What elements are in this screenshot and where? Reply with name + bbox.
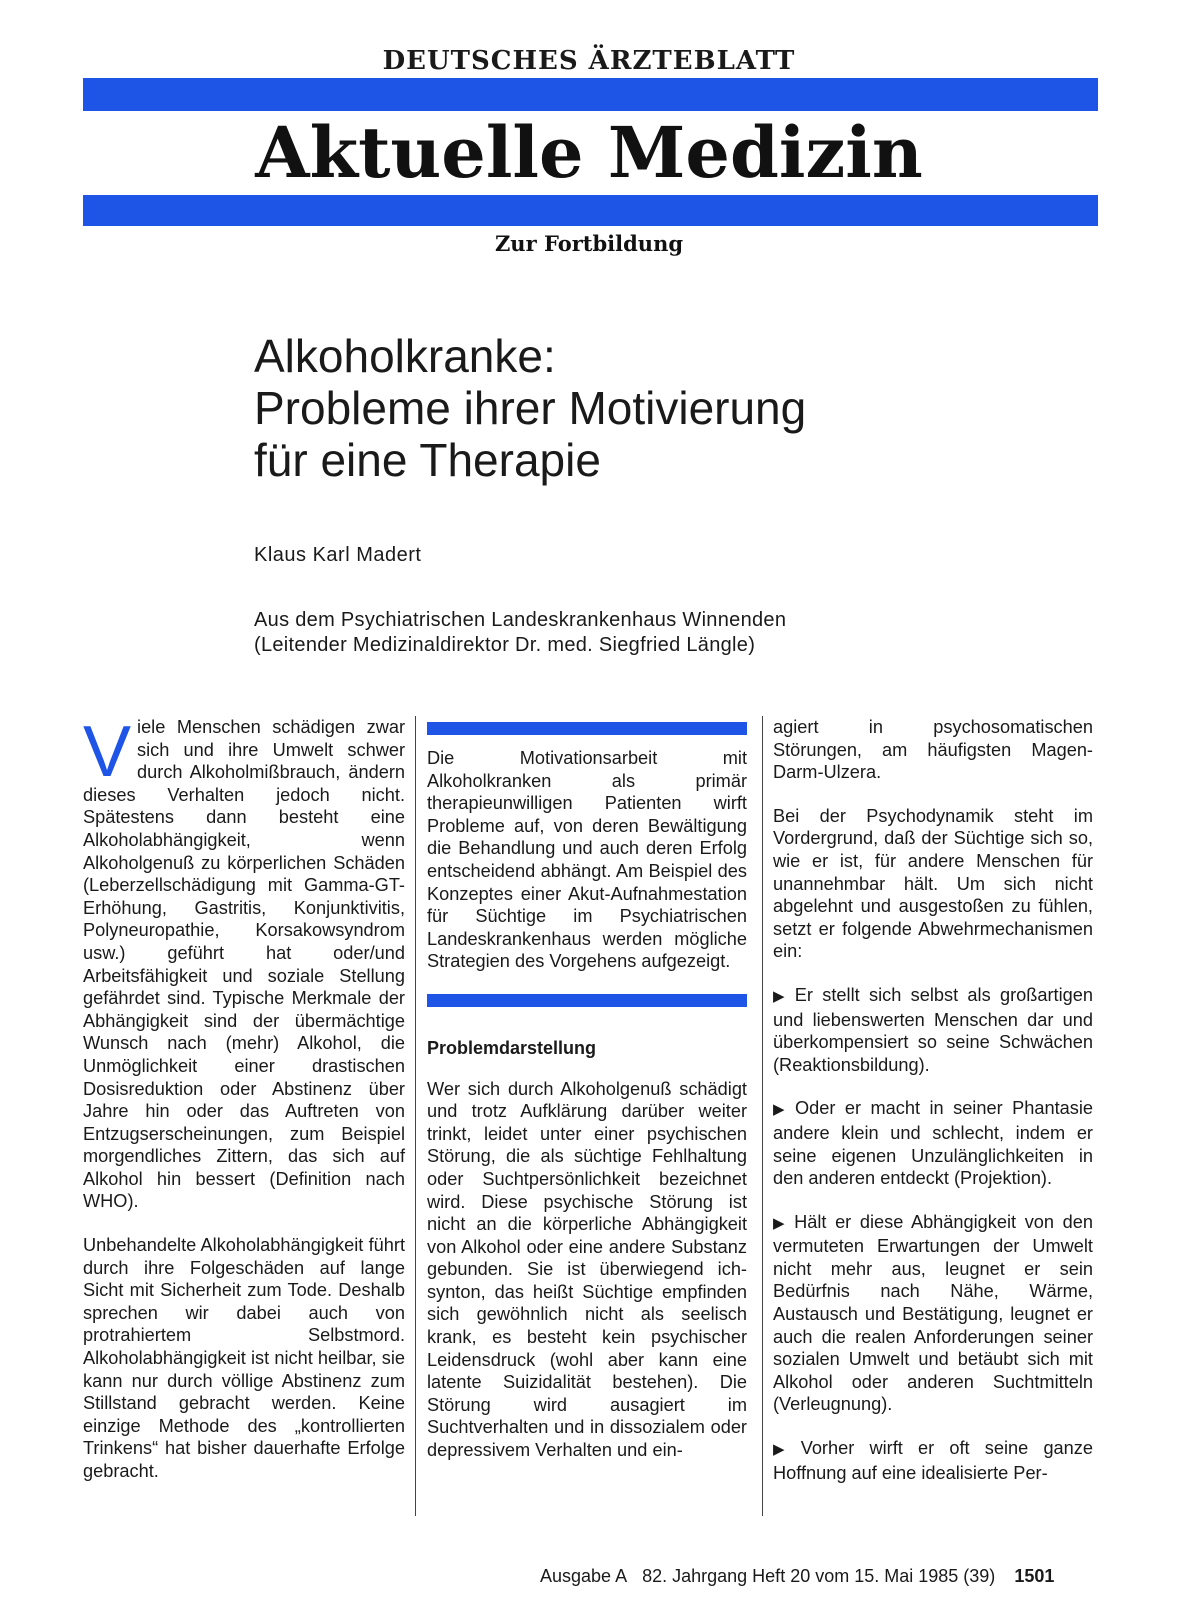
column-divider (415, 716, 416, 1516)
subsection-title: Zur Fortbildung (494, 231, 684, 256)
paragraph (83, 712, 405, 1213)
bullet-text: Oder er macht in seiner Phantasie andere klein und schlecht, indem er seine eigenen Unzulänglichkeiten in den anderen entdeckt (Projektion). (773, 1098, 1093, 1189)
bullet-text: Hält er diese Abhängigkeit von den vermuteten Erwartungen der Umwelt nicht mehr aus, leugnet er sein Bedürfnis nach Nähe, Wärme, Austausch und Bestätigung, leugnet er auch die realen Anforderungen seiner sozialen Umwelt und betäubt sich mit Alkohol oder anderen Suchtmitteln (Verleugnung). (773, 1211, 1093, 1415)
page-number: 1501 (1014, 1566, 1055, 1586)
bullet-item (773, 984, 1093, 1076)
abstract-bar-bottom (427, 994, 747, 1007)
triangle-bullet-icon: ▶ (773, 1214, 789, 1232)
paragraph-text: iele Menschen schädigen zwar sich und ihre Umwelt schwer durch Alkoholmißbrauch, ändern dieses Verhalten jedoch nicht. Spätestens dann besteht eine Alkoholabhängigkeit, wenn Alkoholgenuß zu körperlichen Schäden (Leberzellschädigung mit Gamma-GT-Erhöhung, Gastritis, Konjunktivitis, Polyneuropathie, Korsakowsyndrom usw.) geführt hat oder/und Arbeitsfähigkeit und soziale Stellung gefährdet sind. Typische Merkmale der Abhängigkeit sind der übermächtige Wunsch nach (mehr) Alkohol, die Unmöglichkeit einer drastischen Dosisreduktion oder Abstinenz über Jahre hin oder das Auftreten von Entzugserscheinungen, zum Beispiel morgendliches Zittern, das sich auf Alkohol hin bessert (Definition nach WHO). (83, 717, 405, 1212)
title-line: Alkoholkranke: (254, 330, 556, 382)
paragraph: Bei der Psychodynamik steht im Vordergrund, daß der Süchtige sich so, wie er ist, für andere Menschen für unannehmbar hält. Um sich nicht abgelehnt und ausgestoßen zu fühlen, setzt er folgende Abwehrmechanismen ein: (773, 805, 1093, 962)
page-footer (540, 1566, 1054, 1587)
paragraph: agiert in psychosomatischen Störungen, am häufigsten Magen-Darm-Ulzera. (773, 717, 1093, 783)
triangle-bullet-icon: ▶ (773, 987, 789, 1005)
column-3 (773, 716, 1093, 1505)
issue-info: 82. Jahrgang Heft 20 vom 15. Mai 1985 (39) (642, 1566, 996, 1586)
article-title (254, 330, 1014, 486)
column-2 (427, 716, 747, 1483)
triangle-bullet-icon: ▶ (773, 1101, 789, 1119)
author: Klaus Karl Madert (254, 544, 422, 566)
bullet-item (773, 1211, 1093, 1416)
section-heading: Problemdarstellung (427, 1037, 597, 1058)
drop-cap: V (83, 712, 132, 792)
affiliation (254, 608, 786, 658)
title-line: für eine Therapie (254, 434, 601, 486)
journal-name: DEUTSCHES ÄRZTEBLATT (382, 46, 796, 76)
section-title: Aktuelle Medizin (255, 111, 923, 194)
masthead-bar-bottom (83, 195, 1098, 226)
title-line: Probleme ihrer Motivierung (254, 382, 807, 434)
paragraph: Wer sich durch Alkoholgenuß schädigt und trotz Aufklärung darüber weiter trinkt, leidet unter einer psychischen Störung, die als süchtige Fehlhaltung oder Suchtpersönlichkeit bezeichnet wird. Diese psychische Störung ist nicht an die körperliche Abhängigkeit von Alkohol oder eine andere Substanz gebunden. Sie ist überwiegend ich-synton, das heißt Süchtige empfinden sich gewöhnlich nicht als seelisch krank, es besteht kein psychischer Leidensdruck (wohl aber kann eine latente Suizidalität bestehen). Die Störung wird ausagiert im Suchtverhalten und in dissozialem oder depressivem Verhalten und ein- (427, 1078, 747, 1461)
bullet-item (773, 1437, 1093, 1484)
bullet-item (773, 1097, 1093, 1189)
column-divider (762, 716, 763, 1516)
abstract: Die Motivationsarbeit mit Alkoholkranken als primär therapieunwilligen Patienten wirft Probleme auf, von deren Bewältigung die Behandlung und auch deren Erfolg entscheidend abhängt. Am Beispiel des Konzeptes einer Akut-Aufnahmestation für Süchtige im Psychiatrischen Landeskrankenhaus werden mögliche Strategien des Vorgehens aufgezeigt. (427, 748, 747, 972)
column-1 (83, 712, 405, 1504)
paragraph: Unbehandelte Alkoholabhängigkeit führt durch ihre Folgeschäden auf lange Sicht mit Sicherheit zum Tode. Deshalb sprechen wir dabei auch von protrahiertem Selbstmord. Alkoholabhängigkeit ist nicht heilbar, sie kann nur durch völlige Abstinenz zum Stillstand gebracht werden. Keine einzige Methode des „kontrollierten Trinkens“ hat bisher dauerhafte Erfolge gebracht. (83, 1235, 405, 1481)
bullet-text: Er stellt sich selbst als großartigen und liebenswerten Menschen dar und überkompensiert so seine Schwächen (Reaktionsbildung). (773, 984, 1093, 1075)
bullet-text: Vorher wirft er oft seine ganze Hoffnung auf eine idealisierte Per- (773, 1438, 1093, 1483)
affiliation-line: Aus dem Psychiatrischen Landeskrankenhaus Winnenden (254, 609, 787, 631)
affiliation-line: (Leitender Medizinaldirektor Dr. med. Siegfried Längle) (254, 634, 756, 656)
triangle-bullet-icon: ▶ (773, 1441, 795, 1459)
abstract-bar-top (427, 722, 747, 735)
edition: Ausgabe A (540, 1566, 628, 1586)
masthead-bar-top (83, 78, 1098, 111)
